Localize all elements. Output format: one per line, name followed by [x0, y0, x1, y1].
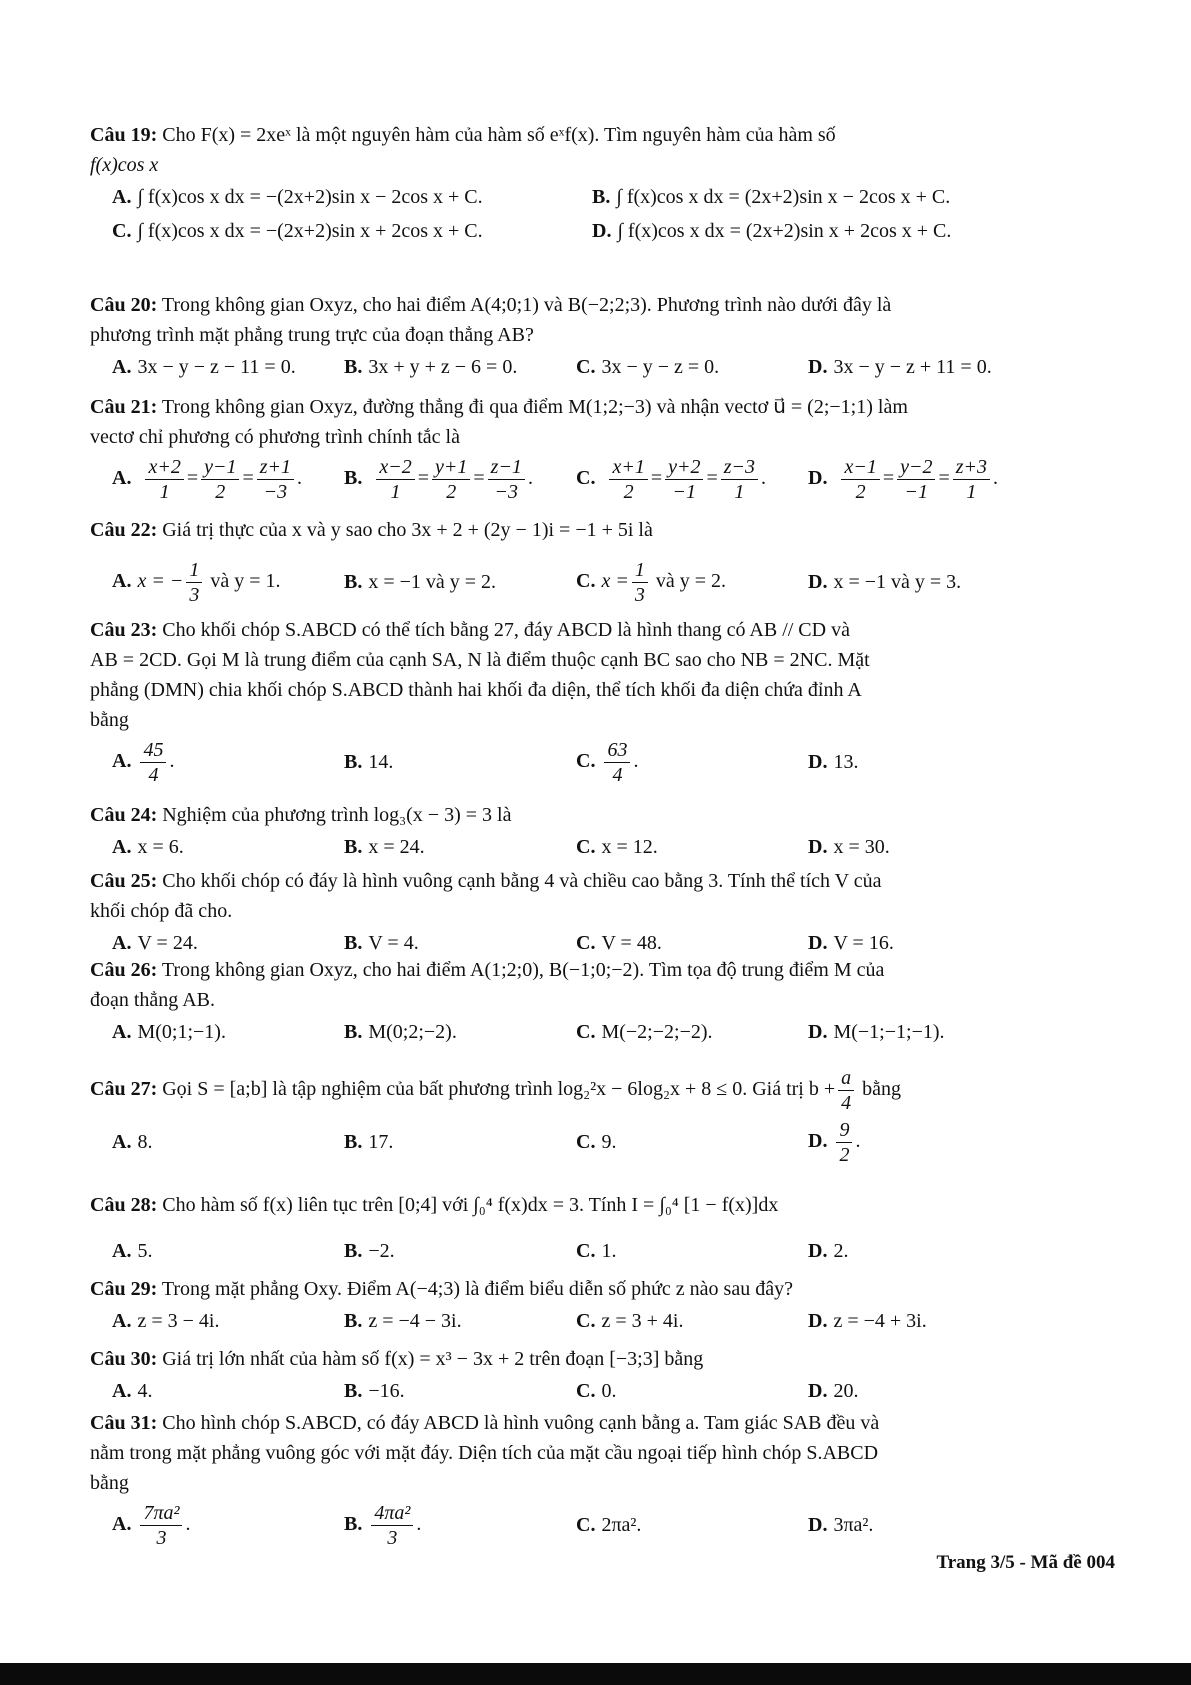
question-stem: phẳng (DMN) chia khối chóp S.ABCD thành hai khối đa diện, thể tích khối đa diện chứa đỉnh A — [90, 679, 862, 701]
option-b[interactable]: B. −16. — [344, 1380, 405, 1402]
question-stem: bằng — [90, 1472, 129, 1494]
options-row — [112, 1234, 1120, 1268]
option-d[interactable]: D. V = 16. — [808, 932, 894, 954]
option-c[interactable]: C. $\frac{x+1}{2}$ = $\frac{y+2}{-1}$ = $\frac{z-3}{1}$ . — [576, 455, 767, 503]
option-b[interactable]: B. $\frac{\text{4πa²}}{3}$ . — [344, 1501, 422, 1549]
question-stem: Trong mặt phẳng Oxy. Điểm A(−4;3) là điểm biểu diễn số phức z nào sau đây? — [161, 1278, 793, 1300]
question-stem: đoạn thẳng AB. — [90, 989, 215, 1011]
option-c[interactable]: C. $\frac{63}{4}$ . — [576, 738, 639, 786]
question-stem: Trong không gian Oxyz, đường thẳng đi qua điểm M(1;2;−3) và nhận vectơ u⃗ = (2;−1;1) làm — [161, 396, 908, 418]
question-stem: vectơ chỉ phương có phương trình chính tắc là — [90, 426, 460, 448]
option-b[interactable]: B. V = 4. — [344, 932, 419, 954]
question-stem: Cho hình chóp S.ABCD, có đáy ABCD là hình vuông cạnh bằng a. Tam giác SAB đều và — [162, 1412, 880, 1434]
question-stem: f(x)cos x — [90, 154, 159, 176]
options-row — [112, 1015, 1120, 1049]
option-c[interactable]: C. 1. — [576, 1240, 617, 1262]
option-b[interactable]: B. x = −1 và y = 2. — [344, 571, 497, 593]
question-stem: Giá trị lớn nhất của hàm số f(x) = x³ − 3x + 2 trên đoạn [−3;3] bằng — [162, 1348, 704, 1370]
question-stem: Giá trị thực của x và y sao cho 3x + 2 + (2y − 1)i = −1 + 5i là — [162, 519, 653, 541]
option-a[interactable]: A. 5. — [112, 1240, 153, 1262]
options-row — [112, 735, 1120, 789]
option-c[interactable]: C. z = 3 + 4i. — [576, 1310, 684, 1332]
option-b[interactable]: B. x = 24. — [344, 836, 425, 858]
options-row — [112, 1374, 1120, 1408]
option-a[interactable]: A. z = 3 − 4i. — [112, 1310, 220, 1332]
options-row — [112, 1498, 1120, 1552]
question-stem: Gọi S = [a;b] là tập nghiệm của bất phương trình log₂²x − 6log₂x + 8 ≤ 0. Giá trị b + — [162, 1078, 836, 1101]
option-d[interactable]: D. x = −1 và y = 3. — [808, 571, 962, 593]
question-stem: Nghiệm của phương trình log₃(x − 3) = 3 là — [162, 804, 512, 826]
option-a[interactable]: A. 4. — [112, 1380, 153, 1402]
question-stem: Trong không gian Oxyz, cho hai điểm A(1;2;0), B(−1;0;−2). Tìm tọa độ trung điểm M của — [161, 959, 885, 981]
options-row — [112, 214, 1120, 248]
option-a[interactable]: A. x = − $\frac{1}{3}$ và y = 1. — [112, 558, 281, 606]
question-31: Câu 31: Cho hình chóp S.ABCD, có đáy ABCD là hình vuông cạnh bằng a. Tam giác SAB đều và nằm trong mặt phẳng vuông góc với mặt đáy. Diện tích của mặt cầu ngoại tiếp hình chóp S.ABCD bằng A. $\frac{\text{7πa²}}{3}$ . B. $\frac{\text{4πa²}}{3}$ . C. 2πa². D. 3πa². — [90, 1408, 1120, 1552]
option-d[interactable]: D. 13. — [808, 751, 859, 773]
option-d[interactable]: D. x = 30. — [808, 836, 890, 858]
question-stem: khối chóp đã cho. — [90, 900, 233, 922]
question-20: Câu 20: Trong không gian Oxyz, cho hai điểm A(4;0;1) và B(−2;2;3). Phương trình nào dưới đây là phương trình mặt phẳng trung trực của đoạn thẳng AB? A. 3x − y − z − 11 = 0. B. 3x + y + z − 6 = 0. C. 3x − y − z = 0. D. 3x − y − z + 11 = 0. — [90, 290, 1120, 384]
options-row — [112, 1304, 1120, 1338]
option-d[interactable]: D. 20. — [808, 1380, 859, 1402]
question-30: Câu 30: Giá trị lớn nhất của hàm số f(x) = x³ − 3x + 2 trên đoạn [−3;3] bằng A. 4. B. −16. C. 0. D. 20. — [90, 1344, 1120, 1408]
option-d[interactable]: D. M(−1;−1;−1). — [808, 1021, 945, 1043]
option-c[interactable]: C. x = $\frac{1}{3}$ và y = 2. — [576, 558, 726, 606]
option-b[interactable]: B. −2. — [344, 1240, 395, 1262]
option-c[interactable]: C. x = 12. — [576, 836, 658, 858]
option-c[interactable]: C. M(−2;−2;−2). — [576, 1021, 713, 1043]
scan-edge-bar — [0, 1663, 1191, 1685]
question-stem: phương trình mặt phẳng trung trực của đoạn thẳng AB? — [90, 324, 534, 346]
options-row — [112, 452, 1120, 506]
question-23: Câu 23: Cho khối chóp S.ABCD có thể tích bằng 27, đáy ABCD là hình thang có AB // CD và AB = 2CD. Gọi M là trung điểm của cạnh SA, N là điểm thuộc cạnh BC sao cho NB = 2NC. Mặt phẳng (DMN) chia khối chóp S.ABCD thành hai khối đa diện, thể tích khối đa diện chứa đỉnh A bằng A. $\frac{45}{4}$ . B. 14. C. $\frac{63}{4}$ . D. 13. — [90, 615, 1120, 789]
option-d[interactable]: D. $\frac{x-1}{2}$ = $\frac{y-2}{-1}$ = $\frac{z+3}{1}$ . — [808, 455, 999, 503]
question-21: Câu 21: Trong không gian Oxyz, đường thẳng đi qua điểm M(1;2;−3) và nhận vectơ u⃗ = (2;−1;1) làm vectơ chỉ phương có phương trình chính tắc là A. $\frac{x+2}{1}$ = $\frac{y-1}{2}$ = $\frac{z+1}{-3}$ . B. $\frac{x-2}{1}$ = $\frac{y+1}{2}$ = $\frac{z-1}{-3}$ . C. $\frac{x+1}{2}$ = $\frac{y+2}{-1}$ = $\frac{z-3}{1}$ . D. $\frac{x-1}{2}$ = $\frac{y-2}{-1}$ = $\frac{z+3}{1}$ . — [90, 392, 1120, 506]
options-row — [112, 830, 1120, 864]
option-a[interactable]: A. M(0;1;−1). — [112, 1021, 226, 1043]
options-row — [112, 1115, 1120, 1169]
question-28: Câu 28: Cho hàm số f(x) liên tục trên [0;4] với ∫₀⁴ f(x)dx = 3. Tính I = ∫₀⁴ [1 − f(x)]dx A. 5. B. −2. C. 1. D. 2. — [90, 1190, 1120, 1268]
question-stem: AB = 2CD. Gọi M là trung điểm của cạnh SA, N là điểm thuộc cạnh BC sao cho NB = 2NC. Mặt — [90, 649, 870, 671]
option-a[interactable]: A. V = 24. — [112, 932, 198, 954]
options-row — [112, 350, 1120, 384]
question-29: Câu 29: Trong mặt phẳng Oxy. Điểm A(−4;3) là điểm biểu diễn số phức z nào sau đây? A. z = 3 − 4i. B. z = −4 − 3i. C. z = 3 + 4i. D. z = −4 + 3i. — [90, 1274, 1120, 1338]
option-a[interactable]: A. ∫ f(x)cos x dx = −(2x+2)sin x − 2cos x + C. — [112, 186, 483, 208]
option-d[interactable]: D. ∫ f(x)cos x dx = (2x+2)sin x + 2cos x + C. — [592, 220, 952, 242]
option-a[interactable]: A. x = 6. — [112, 836, 184, 858]
option-c[interactable]: C. ∫ f(x)cos x dx = −(2x+2)sin x + 2cos x + C. — [112, 220, 483, 242]
option-b[interactable]: B. $\frac{x-2}{1}$ = $\frac{y+1}{2}$ = $\frac{z-1}{-3}$ . — [344, 455, 533, 503]
option-b[interactable]: B. ∫ f(x)cos x dx = (2x+2)sin x − 2cos x + C. — [592, 186, 951, 208]
question-22: Câu 22: Giá trị thực của x và y sao cho 3x + 2 + (2y − 1)i = −1 + 5i là A. x = − $\frac{1}{3}$ và y = 1. B. x = −1 và y = 2. C. x = $\frac{1}{3}$ và y = 2. D. x = −1 và y = 3. — [90, 515, 1120, 609]
option-c[interactable]: C. 2πa². — [576, 1514, 642, 1536]
question-stem: Cho khối chóp S.ABCD có thể tích bằng 27, đáy ABCD là hình thang có AB // CD và — [162, 619, 850, 641]
option-b[interactable]: B. 14. — [344, 751, 394, 773]
option-b[interactable]: B. z = −4 − 3i. — [344, 1310, 462, 1332]
question-26: Câu 26: Trong không gian Oxyz, cho hai điểm A(1;2;0), B(−1;0;−2). Tìm tọa độ trung điểm M của đoạn thẳng AB. A. M(0;1;−1). B. M(0;2;−2). C. M(−2;−2;−2). D. M(−1;−1;−1). — [90, 955, 1120, 1049]
question-stem: Cho F(x) = 2xeˣ là một nguyên hàm của hàm số eˣf(x). Tìm nguyên hàm của hàm số — [162, 124, 836, 146]
page-footer: Trang 3/5 - Mã đề 004 — [936, 1552, 1115, 1573]
option-b[interactable]: B. 3x + y + z − 6 = 0. — [344, 356, 518, 378]
option-d[interactable]: D. $\frac{9}{2}$ . — [808, 1118, 861, 1166]
option-a[interactable]: A. $\frac{x+2}{1}$ = $\frac{y-1}{2}$ = $\frac{z+1}{-3}$ . — [112, 455, 303, 503]
option-a[interactable]: A. $\frac{45}{4}$ . — [112, 738, 175, 786]
question-stem: Trong không gian Oxyz, cho hai điểm A(4;0;1) và B(−2;2;3). Phương trình nào dưới đây là — [161, 294, 892, 316]
option-a[interactable]: A. 8. — [112, 1131, 153, 1153]
option-d[interactable]: D. z = −4 + 3i. — [808, 1310, 927, 1332]
option-b[interactable]: B. 17. — [344, 1131, 394, 1153]
option-c[interactable]: C. 0. — [576, 1380, 617, 1402]
option-d[interactable]: D. 2. — [808, 1240, 849, 1262]
question-stem: Cho hàm số f(x) liên tục trên [0;4] với ∫₀⁴ f(x)dx = 3. Tính I = ∫₀⁴ [1 − f(x)]dx — [162, 1194, 779, 1216]
question-24: Câu 24: Nghiệm của phương trình log₃(x − 3) = 3 là A. x = 6. B. x = 24. C. x = 12. D. x = 30. — [90, 800, 1120, 864]
option-c[interactable]: C. 9. — [576, 1131, 617, 1153]
option-c[interactable]: C. 3x − y − z = 0. — [576, 356, 720, 378]
question-25: Câu 25: Cho khối chóp có đáy là hình vuông cạnh bằng 4 và chiều cao bằng 3. Tính thể tích V của khối chóp đã cho. A. V = 24. B. V = 4. C. V = 48. D. V = 16. — [90, 866, 1120, 960]
option-a[interactable]: A. 3x − y − z − 11 = 0. — [112, 356, 296, 378]
option-d[interactable]: D. 3x − y − z + 11 = 0. — [808, 356, 992, 378]
question-stem: nằm trong mặt phẳng vuông góc với mặt đáy. Diện tích của mặt cầu ngoại tiếp hình chóp S.ABCD — [90, 1442, 879, 1464]
option-b[interactable]: B. M(0;2;−2). — [344, 1021, 457, 1043]
option-c[interactable]: C. V = 48. — [576, 932, 662, 954]
question-number: Câu 19: — [90, 124, 158, 146]
option-d[interactable]: D. 3πa². — [808, 1514, 874, 1536]
options-row — [112, 180, 1120, 214]
question-stem: Cho khối chóp có đáy là hình vuông cạnh bằng 4 và chiều cao bằng 3. Tính thể tích V của — [162, 870, 882, 892]
question-27: Câu 27: Gọi S = [a;b] là tập nghiệm của bất phương trình log₂²x − 6log₂x + 8 ≤ 0. Giá trị b + $\frac{a}{4}$ bằng A. 8. B. 17. C. 9. D. $\frac{9}{2}$ . — [90, 1066, 1120, 1169]
options-row — [112, 555, 1120, 609]
option-a[interactable]: A. $\frac{\text{7πa²}}{3}$ . — [112, 1501, 191, 1549]
question-stem: bằng — [90, 709, 129, 731]
question-19 — [90, 120, 1120, 248]
